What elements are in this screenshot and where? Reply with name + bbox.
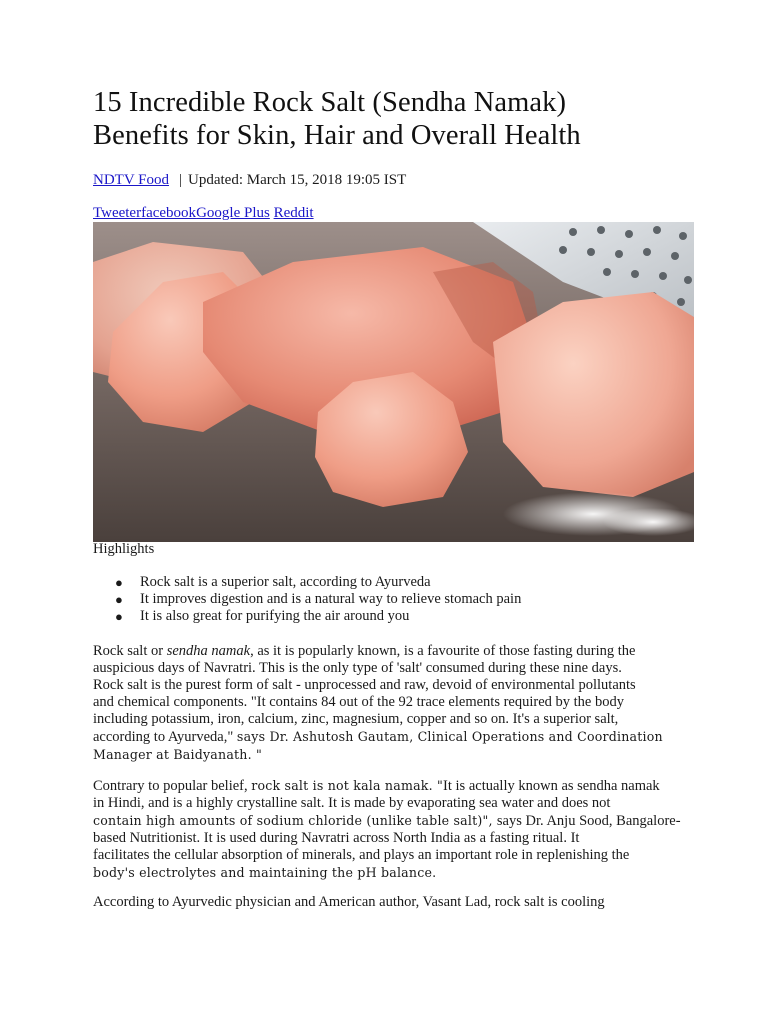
paragraph-1: Rock salt or sendha namak, as it is popularly known, is a favourite of those fasting during the auspicious days of Navratri. This is the only type of 'salt' consumed during these nine days. Rock salt is the purest form of salt - unprocessed and raw, devoid of environmental pollutants and chemical components. "It contains 84 out of the 92 trace elements required by the body including potassium, iron, calcium, zinc, magnesium, copper and so on. It's a superior salt, according to Ayurveda," says Dr. Ashutosh Gautam, Clinical Operations and Coordination Manager at Baidyanath. " (93, 643, 663, 762)
share-links (93, 204, 314, 222)
title-line-2: Benefits for Skin, Hair and Overall Health (93, 120, 581, 151)
list-item: ● It is also great for purifying the air around you (115, 608, 410, 624)
list-item: ● Rock salt is a superior salt, according to Ayurveda (115, 574, 431, 590)
highlights-list (93, 574, 695, 625)
emphasis-sendha-namak: sendha namak (166, 643, 251, 659)
byline-separator: | (178, 172, 182, 188)
list-item: ● It improves digestion and is a natural way to relieve stomach pain (115, 591, 522, 607)
google-plus-link[interactable]: Google Plus (196, 205, 270, 221)
source-link[interactable]: NDTV Food (93, 172, 169, 188)
title-line-1: 15 Incredible Rock Salt (Sendha Namak) (93, 87, 567, 118)
byline (93, 171, 406, 189)
bullet-icon: ● (115, 575, 123, 590)
article-title (93, 86, 695, 152)
updated-date: Updated: March 15, 2018 19:05 IST (188, 172, 407, 188)
highlights-label: Highlights (93, 541, 155, 557)
bullet-icon: ● (115, 592, 123, 607)
paragraph-2: Contrary to popular belief, rock salt is not kala namak. "It is actually known as sendha namak in Hindi, and is a highly crystalline salt. It is made by evaporating sea water and does not contain high amounts of sodium chloride (unlike table salt)", says Dr. Anju Sood, Bangalore- based Nutritionist. It is used during Navratri across North India as a fasting ritual. It facilitates the cellular absorption of minerals, and plays an important role in replenishing the body's electrolytes and maintaining the pH balance. (93, 778, 681, 880)
rock-salt-photo (93, 222, 694, 542)
paragraph-3: According to Ayurvedic physician and American author, Vasant Lad, rock salt is cooling (93, 894, 605, 910)
facebook-link[interactable]: facebook (141, 205, 197, 221)
bullet-icon: ● (115, 609, 123, 624)
tweet-link[interactable]: Tweeter (93, 205, 142, 221)
reddit-link[interactable]: Reddit (273, 205, 314, 221)
